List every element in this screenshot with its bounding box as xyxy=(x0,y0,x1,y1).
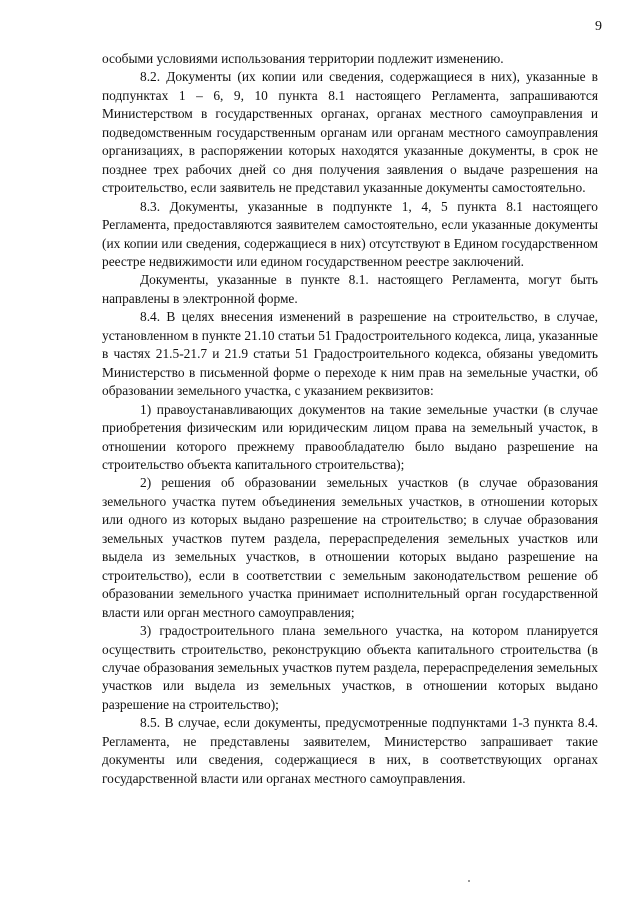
list-item-1: 1) правоустанавливающих документов на такие земельные участки (в случае приобретения физическим или юридическим лицом права на земельный участок, в отношении которого прежнему правообладателю было выдано разрешение на строительство объекта капитального строительства); xyxy=(102,401,598,472)
paragraph-8-3: 8.3. Документы, указанные в подпункте 1, 4, 5 пункта 8.1 настоящего Регламента, предоставляются заявителем самостоятельно, если указанные документы (их копии или сведения, содержащиеся в них) отсутствуют в Едином государственном реестре недвижимости или едином государственном реестре заключений. xyxy=(102,198,598,269)
scan-speck xyxy=(468,880,470,882)
paragraph-continuation: особыми условиями использования территории подлежит изменению. xyxy=(102,51,504,66)
document-body xyxy=(102,50,598,788)
paragraph-electronic-form: Документы, указанные в пункте 8.1. настоящего Регламента, могут быть направлены в электронной форме. xyxy=(102,272,598,306)
paragraph-8-4: 8.4. В целях внесения изменений в разрешение на строительство, в случае, установленном в пункте 21.10 статьи 51 Градостроительного кодекса, лица, указанные в частях 21.5-21.7 и 21.9 статьи 51 Градостроительного кодекса, обязаны уведомить Министерство в письменной форме о переходе к ним прав на земельные участки, об образовании земельного участка, с указанием реквизитов: xyxy=(102,309,598,399)
list-item-2: 2) решения об образовании земельных участков (в случае образования земельного участка путем объединения земельных участков, в отношении которых или одного из которых выдано разрешение на строительство; в случае образования земельных участков путем раздела, перераспределения земельных участков или выдела из земельных участков, в отношении которых выдано разрешение на строительство), если в соответствии с земельным законодательством решение об образовании земельного участка принимает исполнительный орган государственной власти или орган местного самоуправления; xyxy=(102,475,598,620)
paragraph-8-2: 8.2. Документы (их копии или сведения, содержащиеся в них), указанные в подпунктах 1 – 6, 9, 10 пункта 8.1 настоящего Регламента, запрашиваются Министерством в государственных органах, органах местного самоуправления и подведомственным государственным органам или органам местного самоуправления организациях, в распоряжении которых находятся указанные документы, в срок не позднее трех рабочих дней со дня получения заявления о выдаче разрешения на строительство, если заявитель не представил указанные документы самостоятельно. xyxy=(102,69,598,196)
paragraph-8-5: 8.5. В случае, если документы, предусмотренные подпунктами 1-3 пункта 8.4. Регламента, не представлены заявителем, Министерство запрашивает такие документы или сведения, содержащиеся в них, в соответствующих органах государственной власти или органах местного самоуправления. xyxy=(102,715,598,786)
page-number: 9 xyxy=(595,19,602,34)
list-item-3: 3) градостроительного плана земельного участка, на котором планируется осуществить строительство, реконструкцию объекта капитального строительства (в случае образования земельных участков путем раздела, перераспределения земельных участков или выдела из земельных участков, в отношении которых выдано разрешение на строительство); xyxy=(102,623,598,712)
